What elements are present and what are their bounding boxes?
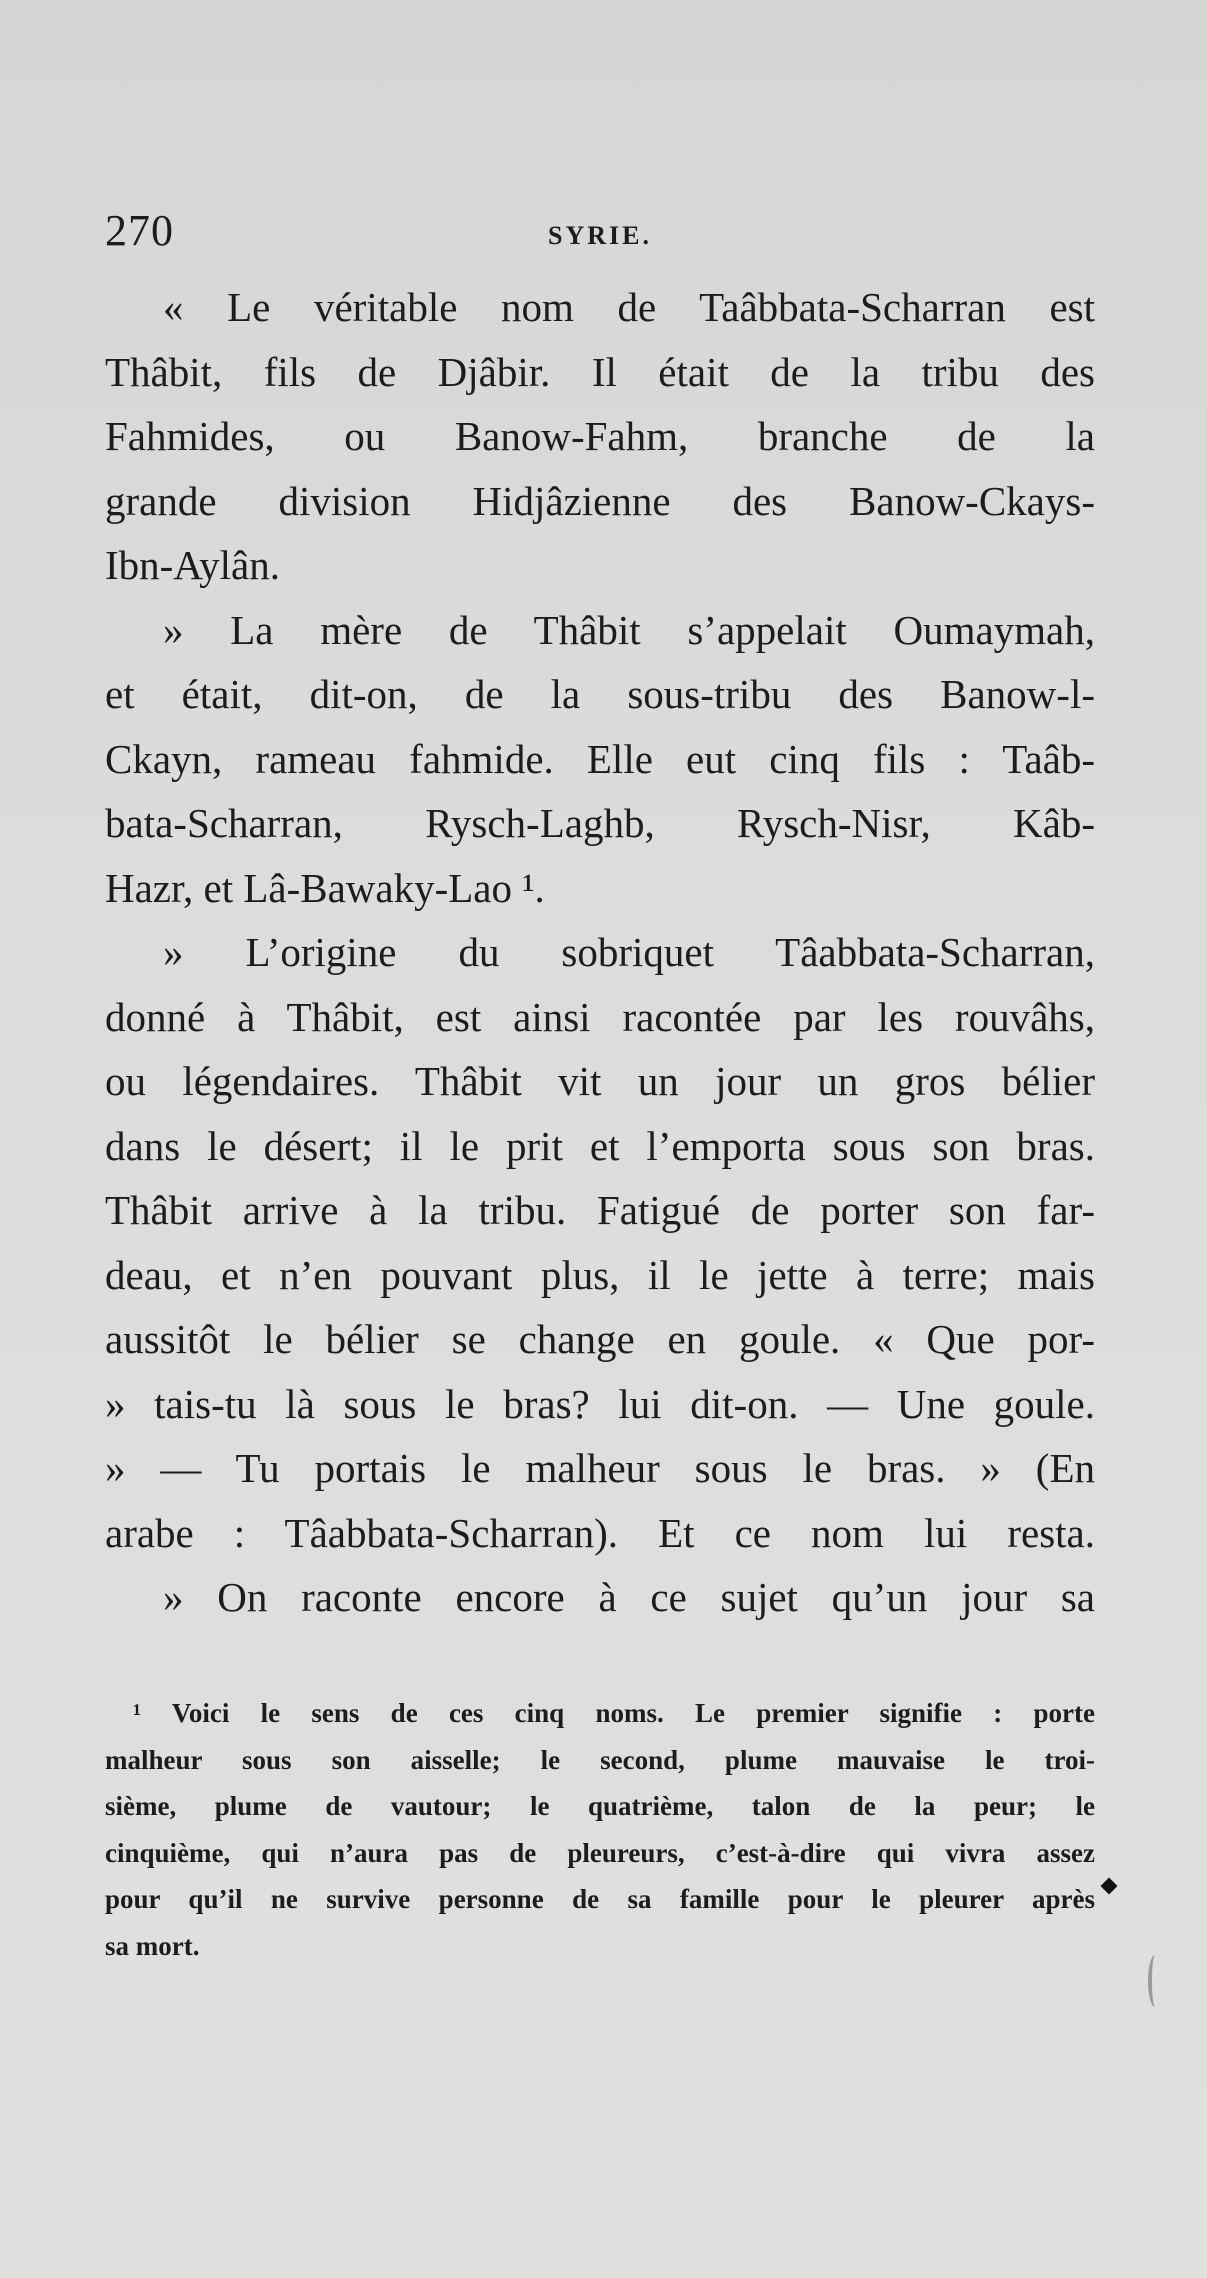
- text-line: Thâbit, fils de Djâbir. Il était de la tribu des: [105, 348, 1095, 395]
- text-line: ou légendaires. Thâbit vit un jour un gros bélier: [105, 1058, 1095, 1104]
- running-head: SYRIE.: [548, 221, 652, 250]
- footnote-line: cinquième, qui n’aura pas de pleureurs, c’est-à-dire qui vivra assez: [105, 1837, 1095, 1868]
- text-line: Ibn-Aylân.: [105, 542, 280, 588]
- text-line: » On raconte encore à ce sujet qu’un jour sa: [163, 1574, 1095, 1620]
- footnote-line: pour qu’il ne survive personne de sa famille pour le pleurer après: [105, 1884, 1095, 1914]
- text-line: Thâbit arrive à la tribu. Fatigué de porter son far-: [105, 1187, 1095, 1233]
- text-line: » L’origine du sobriquet Tâabbata-Scharran,: [163, 929, 1095, 975]
- ink-mark: [1101, 1878, 1118, 1895]
- text-line: dans le désert; il le prit et l’emporta sous son bras.: [105, 1122, 1095, 1169]
- text-line: » — Tu portais le malheur sous le bras. » (En: [105, 1445, 1095, 1491]
- page-header: [105, 205, 1095, 265]
- text-line: donné à Thâbit, est ainsi racontée par les rouvâhs,: [105, 993, 1095, 1040]
- footnote-line: sa mort.: [105, 1930, 200, 1961]
- text-line: Ckayn, rameau fahmide. Elle eut cinq fils : Taâb-: [105, 735, 1095, 782]
- footnote-line: malheur sous son aisselle; le second, plume mauvaise le troi-: [105, 1744, 1095, 1775]
- text-line: « Le véritable nom de Taâbbata-Scharran est: [163, 284, 1095, 330]
- text-line: Hazr, et Lâ-Bawaky-Lao ¹.: [105, 864, 545, 911]
- text-line: arabe : Tâabbata-Scharran). Et ce nom lui resta.: [105, 1509, 1095, 1556]
- text-line: » tais-tu là sous le bras? lui dit-on. — Une goule.: [105, 1380, 1095, 1427]
- text-line: » La mère de Thâbit s’appelait Oumaymah,: [163, 606, 1095, 653]
- body-text: [105, 275, 1095, 1630]
- text-line: et était, dit-on, de la sous-tribu des Banow-l-: [105, 671, 1095, 717]
- text-line: aussitôt le bélier se change en goule. « Que por-: [105, 1316, 1095, 1362]
- text-line: bata-Scharran, Rysch-Laghb, Rysch-Nisr, Kâb-: [105, 800, 1095, 846]
- page-number: 270: [105, 206, 174, 255]
- text-line: deau, et n’en pouvant plus, il le jette à terre; mais: [105, 1251, 1095, 1298]
- text-line: grande division Hidjâzienne des Banow-Ckays-: [105, 477, 1095, 524]
- text-line: Fahmides, ou Banow-Fahm, branche de la: [105, 413, 1095, 459]
- footnote-line: ¹ Voici le sens de ces cinq noms. Le premier signifie : porte: [133, 1698, 1095, 1728]
- page-edge-mark: [1148, 1955, 1162, 2007]
- footnote-line: sième, plume de vautour; le quatrième, talon de la peur; le: [105, 1791, 1095, 1821]
- footnote: [105, 1690, 1095, 1969]
